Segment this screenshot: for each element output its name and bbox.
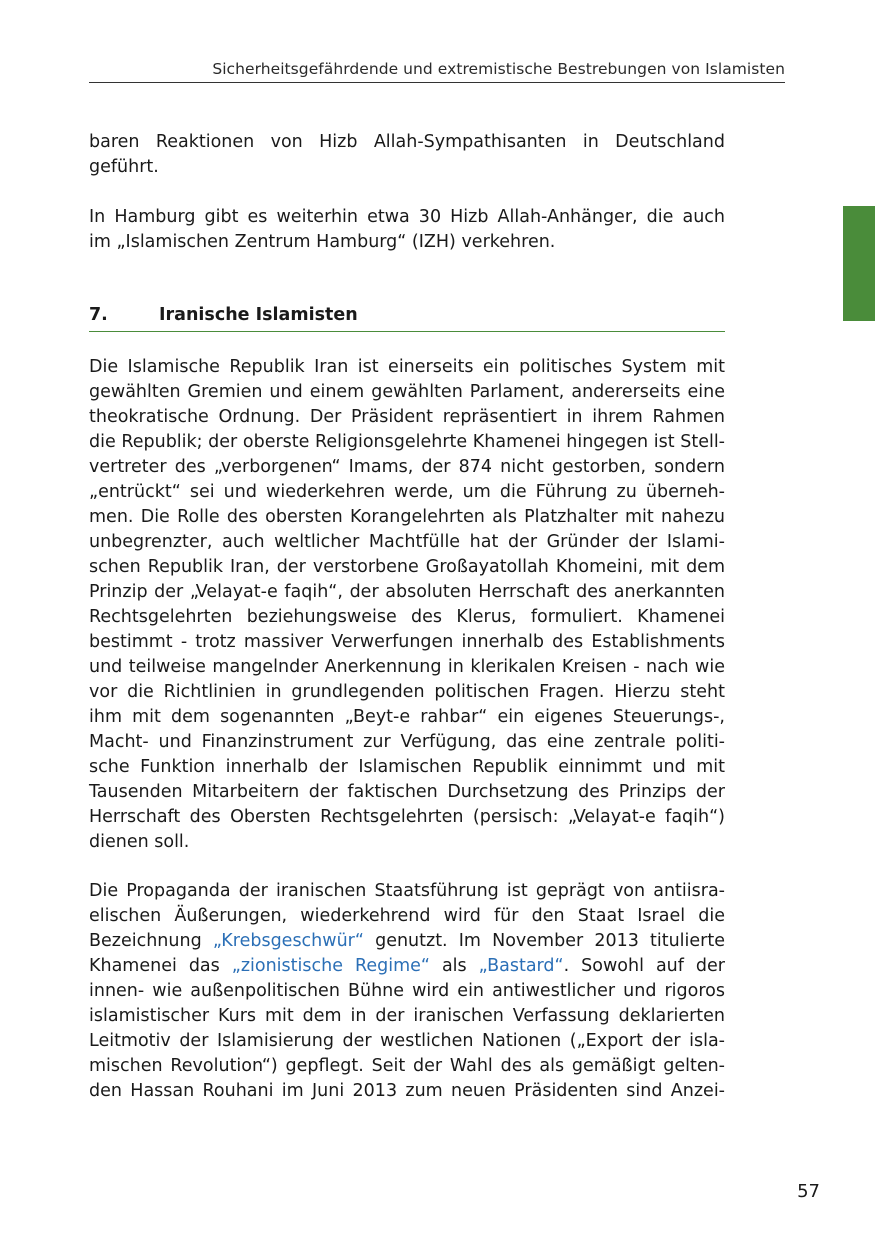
header-divider <box>89 82 785 83</box>
text-line: „entrückt“ sei und wiederkehren werde, um die Führung zu überneh- <box>89 482 725 502</box>
text-line: den Hassan Rouhani im Juni 2013 zum neuen Präsidenten sind Anzei- <box>89 1081 725 1101</box>
text-line: Prinzip der „Velayat-e faqih“, der absoluten Herrschaft des anerkannten <box>89 582 725 602</box>
text-line: elischen Äußerungen, wiederkehrend wird für den Staat Israel die <box>89 906 725 926</box>
text-run: Bezeichnung <box>89 931 213 951</box>
page-number: 57 <box>797 1181 820 1202</box>
text-run: Khamenei das <box>89 956 232 976</box>
text-line: vor die Richtlinien in grundlegenden politischen Fragen. Hierzu steht <box>89 682 725 702</box>
text-line: Leitmotiv der Islamisierung der westlichen Nationen („Export der isla- <box>89 1031 725 1051</box>
text-line: geführt. <box>89 157 159 177</box>
text-line <box>89 929 725 954</box>
intro-paragraph-1 <box>89 130 725 180</box>
section-number: 7. <box>89 305 108 325</box>
text-line: dienen soll. <box>89 832 190 852</box>
section-title: Iranische Islamisten <box>159 305 358 325</box>
text-line: theokratische Ordnung. Der Präsident repräsentiert in ihrem Rahmen <box>89 407 725 427</box>
text-line: mischen Revolution“) gepflegt. Seit der Wahl des als gemäßigt gelten- <box>89 1056 725 1076</box>
text-line: Rechtsgelehrten beziehungsweise des Klerus, formuliert. Khamenei <box>89 607 725 627</box>
text-line: bestimmt - trotz massiver Verwerfungen innerhalb des Establishments <box>89 632 725 652</box>
text-line: sche Funktion innerhalb der Islamischen Republik einnimmt und mit <box>89 757 725 777</box>
text-run: als <box>429 956 479 976</box>
text-line: In Hamburg gibt es weiterhin etwa 30 Hizb Allah-Anhänger, die auch <box>89 207 725 227</box>
section-heading <box>89 305 725 332</box>
text-line: Tausenden Mitarbeitern der faktischen Durchsetzung des Prinzips der <box>89 782 725 802</box>
text-line <box>89 954 725 979</box>
chapter-side-tab <box>843 206 875 321</box>
text-line: Die Propaganda der iranischen Staatsführung ist geprägt von antiisra- <box>89 881 725 901</box>
text-line: und teilweise mangelnder Anerkennung in klerikalen Kreisen - nach wie <box>89 657 725 677</box>
text-line: im „Islamischen Zentrum Hamburg“ (IZH) verkehren. <box>89 232 556 252</box>
running-header-title: Sicherheitsgefährdende und extremistische Bestrebungen von Islamisten <box>212 60 785 78</box>
highlighted-quote: „Bastard“ <box>478 956 564 976</box>
text-line: vertreter des „verborgenen“ Imams, der 874 nicht gestorben, sondern <box>89 457 725 477</box>
text-line: gewählten Gremien und einem gewählten Parlament, andererseits eine <box>89 382 725 402</box>
text-run: . Sowohl auf der <box>563 956 725 976</box>
text-line: die Republik; der oberste Religionsgelehrte Khamenei hingegen ist Stell- <box>89 432 725 452</box>
text-line: unbegrenzter, auch weltlicher Machtfülle hat der Gründer der Islami- <box>89 532 725 552</box>
body-paragraph-2 <box>89 879 725 1104</box>
highlighted-quote: „zionistische Regime“ <box>231 956 430 976</box>
text-line: Macht- und Finanzinstrument zur Verfügung, das eine zentrale politi- <box>89 732 725 752</box>
highlighted-quote: „Krebsgeschwür“ <box>212 931 364 951</box>
body-paragraph-1 <box>89 355 725 855</box>
text-run: genutzt. Im November 2013 titulierte <box>363 931 725 951</box>
text-line: islamistischer Kurs mit dem in der iranischen Verfassung deklarierten <box>89 1006 725 1026</box>
text-line: ihm mit dem sogenannten „Beyt-e rahbar“ ein eigenes Steuerungs-, <box>89 707 725 727</box>
intro-paragraph-2 <box>89 205 725 255</box>
text-line: innen- wie außenpolitischen Bühne wird ein antiwestlicher und rigoros <box>89 981 725 1001</box>
text-line: men. Die Rolle des obersten Korangelehrten als Platzhalter mit nahezu <box>89 507 725 527</box>
text-line: Herrschaft des Obersten Rechtsgelehrten (persisch: „Velayat-e faqih“) <box>89 807 725 827</box>
text-line: Die Islamische Republik Iran ist einerseits ein politisches System mit <box>89 357 725 377</box>
text-line: baren Reaktionen von Hizb Allah-Sympathisanten in Deutschland <box>89 132 725 152</box>
text-line: schen Republik Iran, der verstorbene Großayatollah Khomeini, mit dem <box>89 557 725 577</box>
